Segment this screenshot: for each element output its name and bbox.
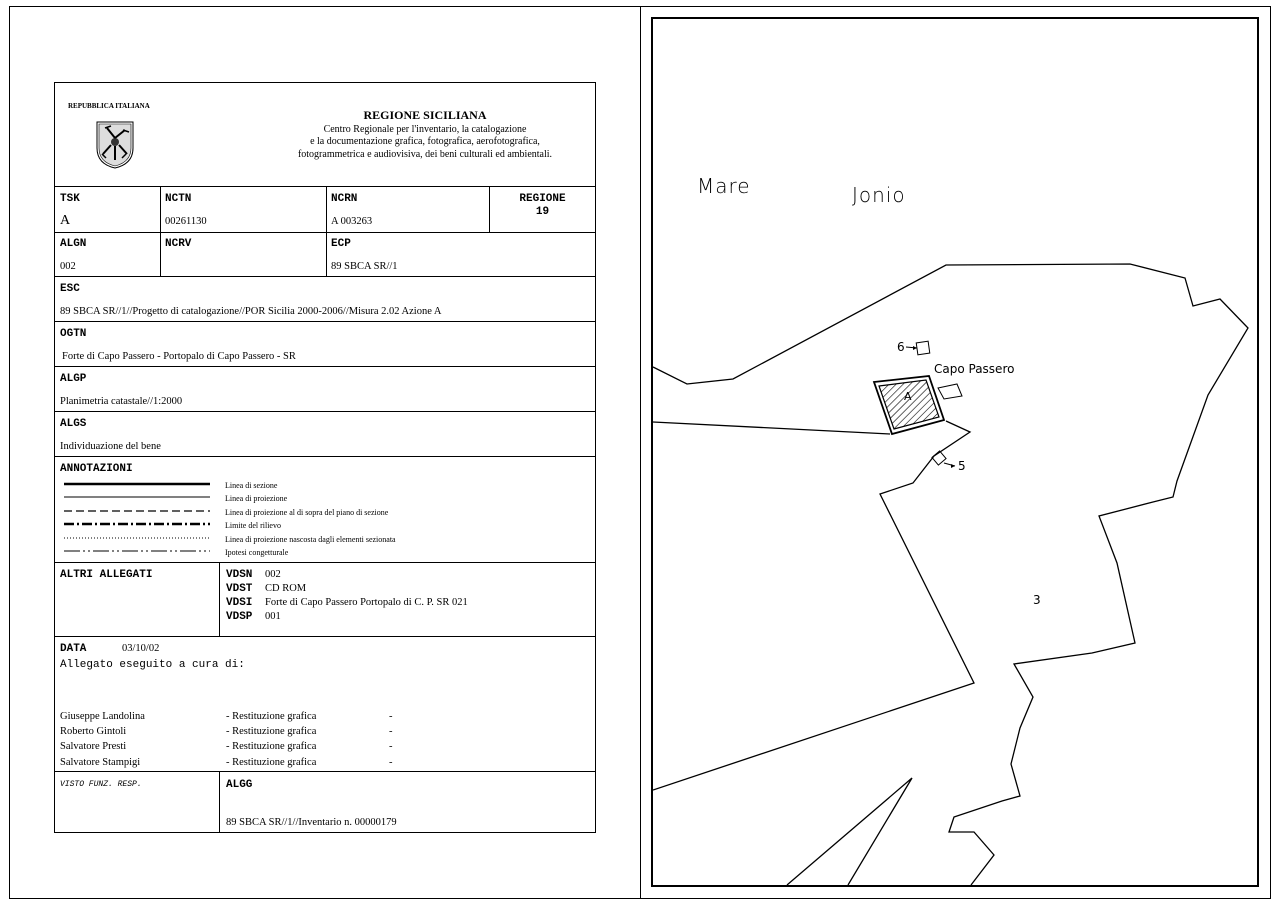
algp-label: ALGP [60,373,87,385]
person-name-3: Salvatore Presti [60,741,127,752]
ncrn-label: NCRN [331,193,358,205]
ecp-label: ECP [331,238,351,250]
republic-label: REPUBBLICA ITALIANA [68,102,150,110]
ncrn-value: A 003263 [331,216,373,227]
esc-label: ESC [60,283,80,295]
person-name-4: Salvatore Stampigi [60,757,141,768]
regione-label: REGIONE [519,193,566,205]
rule-10 [54,771,596,772]
data-label: DATA [60,643,87,655]
vdst-value: CD ROM [265,583,307,594]
ncrv-label: NCRV [165,238,192,250]
tsk-label: TSK [60,193,80,205]
person-name-2: Roberto Gintoli [60,726,127,737]
map-marker-6: 6 [897,340,905,354]
rule-8 [54,562,596,563]
person-role-2: - Restituzione grafica [226,726,317,737]
allegati-label: ALTRI ALLEGATI [60,569,153,581]
nctn-value: 00261130 [165,216,207,227]
rule-9 [54,636,596,637]
person-mark-1: - [389,711,393,722]
legend-text-6: Ipotesi congetturale [225,548,289,557]
vrule-footer [219,771,220,833]
rule-7 [54,456,596,457]
ogtn-value: Forte di Capo Passero - Portopalo di Capo Passero - SR [62,351,296,362]
algn-value: 002 [60,261,76,272]
person-mark-3: - [389,741,393,752]
map-drawing [653,19,1257,885]
vrule-nctn [326,186,327,276]
map-marker-a: A [904,390,912,403]
regione-value: 19 [535,206,550,218]
rule-1 [54,186,596,187]
vdsi-value: Forte di Capo Passero Portopalo di C. P. SR 021 [265,597,468,608]
vdst-code: VDST [226,583,253,595]
map-marker-5: 5 [958,459,966,473]
page-divider [640,6,641,899]
data-subtitle: Allegato eseguito a cura di: [60,659,245,671]
vrule-allegati [219,562,220,636]
rule-3 [54,276,596,277]
visto-label: VISTO FUNZ. RESP. [60,780,142,789]
legend-text-2: Linea di proiezione [225,494,288,503]
legend-text-3: Linea di proiezione al di sopra del piano di sezione [225,508,389,517]
ecp-value: 89 SBCA SR//1 [331,261,398,272]
vdsn-code: VDSN [226,569,253,581]
rule-5 [54,366,596,367]
person-role-1: - Restituzione grafica [226,711,317,722]
map-marker-3: 3 [1033,593,1041,607]
rule-4 [54,321,596,322]
tsk-value: A [60,213,71,228]
algs-label: ALGS [60,418,87,430]
region-line-2: e la documentazione grafica, fotografica, aerofotografica, [310,136,540,147]
legend-lines [64,478,214,558]
person-mark-2: - [389,726,393,737]
map-place-label: Capo Passero [934,362,1015,376]
algg-value: 89 SBCA SR//1//Inventario n. 00000179 [226,817,397,828]
person-role-3: - Restituzione grafica [226,741,317,752]
person-role-4: - Restituzione grafica [226,757,317,768]
nctn-label: NCTN [165,193,192,205]
esc-value: 89 SBCA SR//1//Progetto di catalogazione//POR Sicilia 2000-2006//Misura 2.02 Azione A [60,306,442,317]
vrule-tsk [160,186,161,276]
ogtn-label: OGTN [60,328,87,340]
map-sea-label-mare: Mare [697,174,751,198]
algn-label: ALGN [60,238,87,250]
legend-text-4: Limite del rilievo [225,521,281,530]
legend-text-5: Linea di proiezione nascosta dagli elementi sezionata [225,535,396,544]
annotazioni-label: ANNOTAZIONI [60,463,133,475]
vdsp-code: VDSP [226,611,253,623]
vdsi-code: VDSI [226,597,253,609]
algs-value: Individuazione del bene [60,441,161,452]
person-name-1: Giuseppe Landolina [60,711,145,722]
legend-text-1: Linea di sezione [225,481,278,490]
region-title: REGIONE SICILIANA [363,108,487,122]
emblem-icon [93,118,137,170]
vdsn-value: 002 [265,569,281,580]
map-sea-label-jonio: Jonio [852,183,906,207]
region-line-1: Centro Regionale per l'inventario, la catalogazione [323,124,527,135]
rule-2 [54,232,596,233]
algp-value: Planimetria catastale//1:2000 [60,396,183,407]
person-mark-4: - [389,757,393,768]
region-line-3: fotogrammetrica e audiovisiva, dei beni culturali ed ambientali. [297,149,553,160]
vdsp-value: 001 [265,611,281,622]
data-date: 03/10/02 [122,643,160,654]
algg-label: ALGG [226,779,253,791]
rule-6 [54,411,596,412]
